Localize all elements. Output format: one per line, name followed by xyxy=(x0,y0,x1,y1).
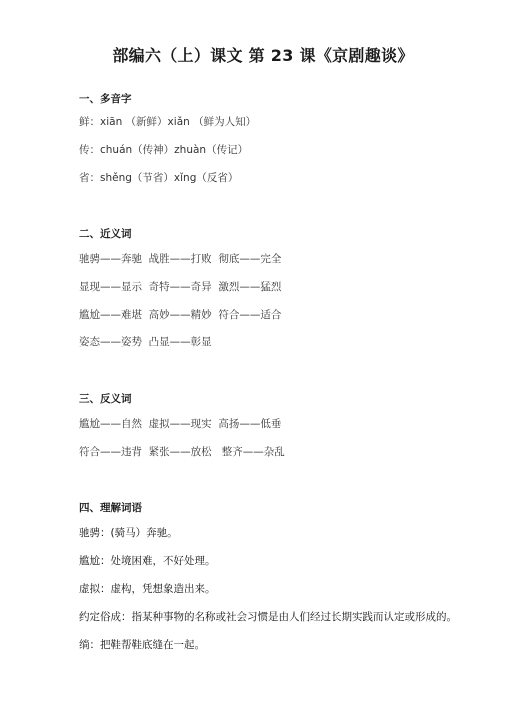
section-heading-vocabulary: 四、理解词语 xyxy=(79,502,142,514)
vocabulary-definition: 约定俗成：指某种事物的名称或社会习惯是由人们经过长期实践而认定或形成的。 xyxy=(79,611,457,623)
section-heading-polyphones: 一、多音字 xyxy=(79,93,132,105)
synonym-line: 姿态——姿势 凸显——彰显 xyxy=(79,336,212,348)
antonym-line: 符合——违背 紧张——放松 整齐——杂乱 xyxy=(79,446,285,458)
vocabulary-definition: 绱：把鞋帮鞋底缝在一起。 xyxy=(79,639,205,651)
synonym-line: 驰骋——奔驰 战胜——打败 彻底——完全 xyxy=(79,253,282,265)
synonym-line: 显现——显示 奇特——奇异 激烈——猛烈 xyxy=(79,281,282,293)
polyphone-line: 省：shěng（节省）xǐng（反省） xyxy=(79,172,239,184)
document-title: 部编六（上）课文 第 23 课《京剧趣谈》 xyxy=(112,46,414,65)
vocabulary-definition: 驰骋：(骑马）奔驰。 xyxy=(79,527,178,539)
polyphone-line: 鲜：xiān （新鲜）xiǎn （鲜为人知） xyxy=(79,116,257,128)
antonym-line: 尴尬——自然 虚拟——现实 高扬——低垂 xyxy=(79,418,282,430)
vocabulary-definition: 虚拟：虚构，凭想象造出来。 xyxy=(79,583,216,595)
section-heading-synonyms: 二、近义词 xyxy=(79,228,132,240)
vocabulary-definition: 尴尬：处境困难，不好处理。 xyxy=(79,555,216,567)
section-heading-antonyms: 三、反义词 xyxy=(79,393,132,405)
synonym-line: 尴尬——难堪 高妙——精妙 符合——适合 xyxy=(79,309,282,321)
polyphone-line: 传：chuán（传神）zhuàn（传记） xyxy=(79,144,249,156)
